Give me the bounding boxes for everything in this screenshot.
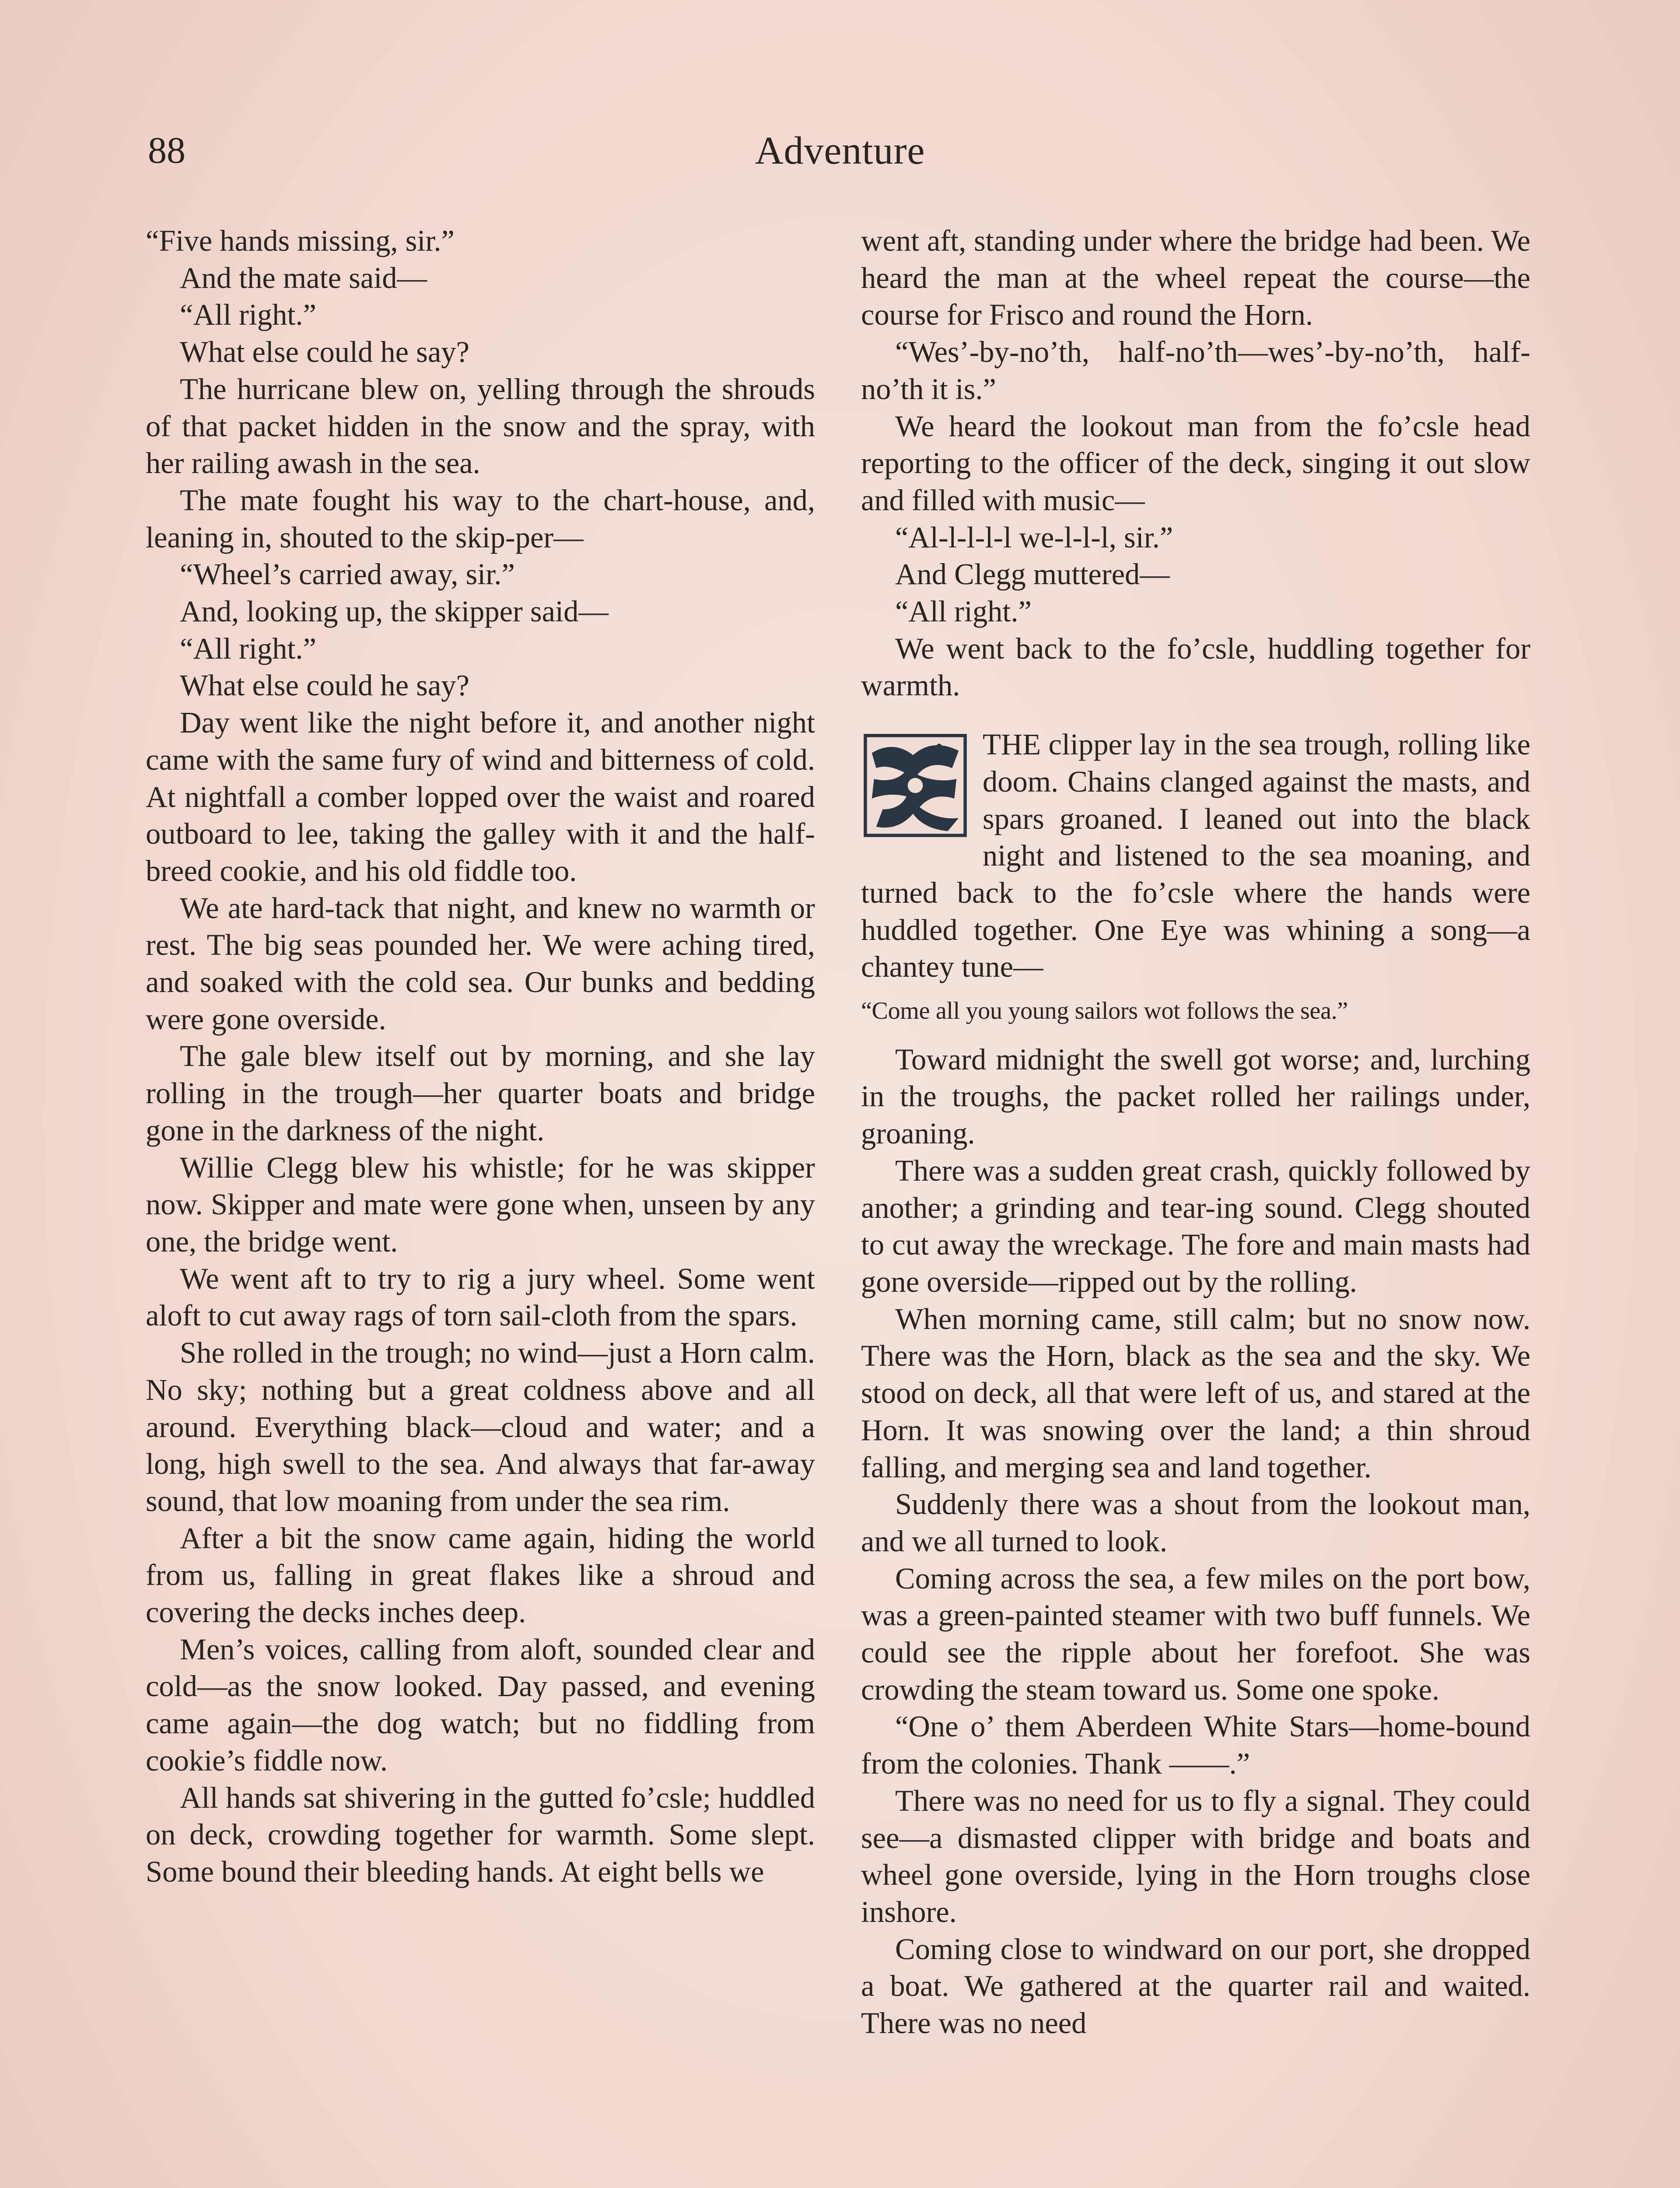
paragraph: “All right.” [180,298,316,332]
right-column [861,222,1530,2042]
paragraph: THE clipper lay in the sea trough, rolling like doom. Chains clanged against the masts, and spars groaned. I leaned out into the black night and listened to the sea moaning, and turned back to the fo’csle where the hands were huddled together. One Eye was whining a song—a chantey tune— [861,728,1530,984]
paragraph: Men’s voices, calling from aloft, sounded clear and cold—as the snow looked. Day passed, and evening came again—the dog watch; but no fiddling from cookie’s fiddle now. [146,1632,815,1777]
paragraph: And, looking up, the skipper said— [180,595,609,628]
paragraph: Coming across the sea, a few miles on the port bow, was a green-painted steamer with two buff funnels. We could see the ripple about her forefoot. She was crowding the steam toward us. Some one spoke. [861,1561,1530,1706]
paragraph: We went aft to try to rig a jury wheel. Some went aloft to cut away rags of torn sail-cloth from the spars. [146,1262,815,1332]
paragraph: The gale blew itself out by morning, and she lay rolling in the trough—her quarter boats and bridge gone in the darkness of the night. [146,1039,815,1147]
paragraph: Toward midnight the swell got worse; and, lurching in the troughs, the packet rolled her railings under, groaning. [861,1042,1530,1150]
paragraph: Willie Clegg blew his whistle; for he was skipper now. Skipper and mate were gone when, unseen by any one, the bridge went. [146,1150,815,1258]
left-column [146,222,815,1890]
paragraph: She rolled in the trough; no wind—just a Horn calm. No sky; nothing but a great coldness above and all around. Everything black—cloud and water; and a long, high swell to the sea. And always that far-away sound, that low moaning from under the sea rim. [146,1336,815,1518]
paragraph: We heard the lookout man from the fo’csle head reporting to the officer of the deck, singing it out slow and filled with music— [861,409,1530,517]
paragraph: We ate hard-tack that night, and knew no warmth or rest. The big seas pounded her. We were aching tired, and soaked with the cold sea. Our bunks and bedding were gone overside. [146,891,815,1036]
paragraph: We went back to the fo’csle, huddling together for warmth. [861,631,1530,702]
paragraph: “All right.” [180,631,316,665]
verse-line: “Come all you young sailors wot follows the sea.” [861,997,1348,1025]
paragraph: “Al-l-l-l-l we-l-l-l, sir.” [895,520,1173,554]
paragraph: All hands sat shivering in the gutted fo’csle; huddled on deck, crowding together for warmth. Some slept. Some bound their bleeding hands. At eight bells we [146,1781,815,1888]
dropcap-ornament-icon [861,731,970,840]
paragraph: Day went like the night before it, and another night came with the same fury of wind and bitterness of cold. At nightfall a comber lopped over the waist and roared outboard to lee, taking the galley with it and the half-breed cookie, and his old fiddle too. [146,706,815,887]
section-break [861,704,1530,726]
running-head: Adventure [755,129,925,172]
paragraph: What else could he say? [180,335,469,369]
paragraph: “All right.” [895,595,1032,628]
paragraph: After a bit the snow came again, hiding the world from us, falling in great flakes like a shroud and covering the decks inches deep. [146,1521,815,1629]
paragraph: Coming close to windward on our port, she dropped a boat. We gathered at the quarter rail and waited. There was no need [861,1932,1530,2040]
paragraph: What else could he say? [180,669,469,702]
paragraph: “Wes’-by-no’th, half-no’th—wes’-by-no’th, half-no’th it is.” [861,335,1530,406]
paragraph: Suddenly there was a shout from the lookout man, and we all turned to look. [861,1487,1530,1558]
paragraph: When morning came, still calm; but no snow now. There was the Horn, black as the sea and the sky. We stood on deck, all that were left of us, and stared at the Horn. It was snowing over the land; a thin shroud falling, and merging sea and land together. [861,1302,1530,1484]
paragraph: And Clegg muttered— [895,558,1170,591]
paragraph: The hurricane blew on, yelling through the shrouds of that packet hidden in the snow and the spray, with her railing awash in the sea. [146,372,815,480]
paragraph: “Wheel’s carried away, sir.” [180,558,515,591]
paragraph: There was no need for us to fly a signal. They could see—a dismasted clipper with bridge and boats and wheel gone overside, lying in the Horn troughs close inshore. [861,1784,1530,1929]
paragraph: went aft, standing under where the bridge had been. We heard the man at the wheel repeat the course—the course for Frisco and round the Horn. [861,224,1530,332]
paragraph: “One o’ them Aberdeen White Stars—home-bound from the colonies. Thank ——.” [861,1710,1530,1781]
paragraph: The mate fought his way to the chart-house, and, leaning in, shouted to the skip-per— [146,483,815,554]
paragraph: There was a sudden great crash, quickly followed by another; a grinding and tear-ing sound. Clegg shouted to cut away the wreckage. The fore and main masts had gone overside—ripped out by the rolling. [861,1154,1530,1298]
page-number: 88 [148,129,186,171]
paragraph: “Five hands missing, sir.” [146,224,455,257]
paragraph: And the mate said— [180,261,427,295]
